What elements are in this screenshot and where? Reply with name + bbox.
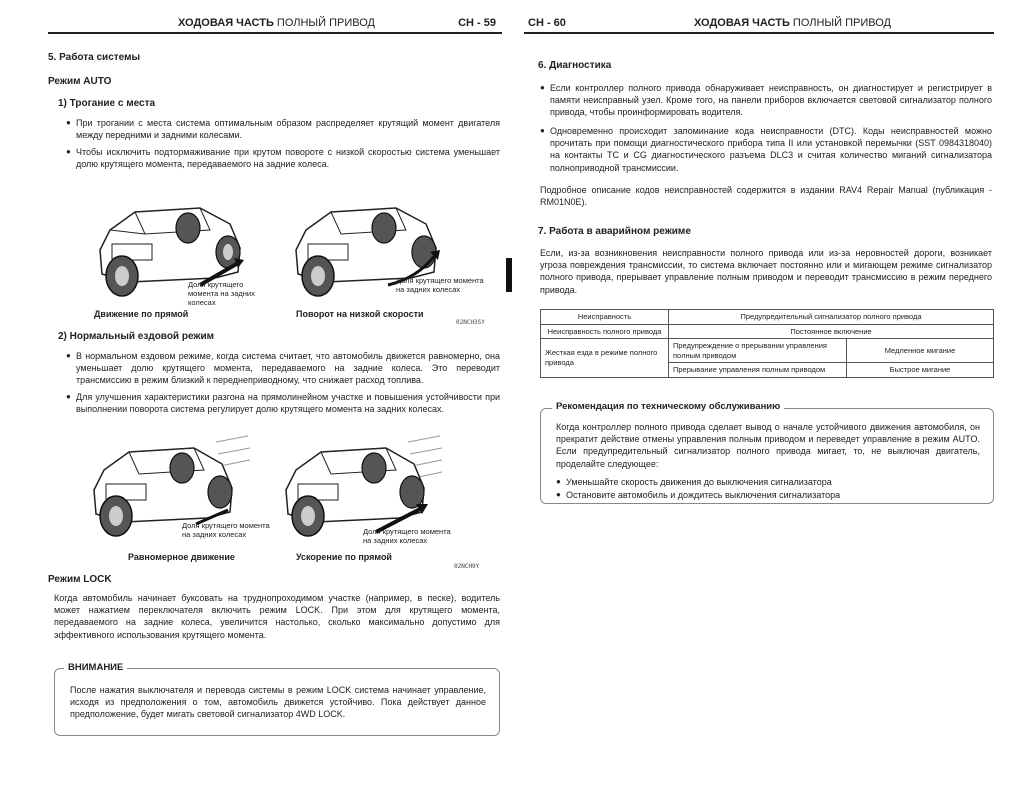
table-row	[541, 310, 994, 325]
paragraph: Если, из-за возникновения неисправности полного привода или из-за неровностей дороги, возникает угроза повреждения трансмиссии, то система включает постоянно или и мигающем режиме сигнализатор полного привода, прерывает управление полным приводом и переводит трансмиссию в режим переднего привода.	[540, 248, 992, 295]
section-title: 6. Диагностика	[538, 60, 612, 71]
page-right	[512, 0, 1024, 790]
section-title: 5. Работа системы	[48, 52, 141, 63]
page-header-left	[48, 14, 502, 34]
table-cell: Постоянное включение	[669, 324, 994, 339]
table-cell: Прерывание управления полным приводом	[669, 363, 847, 378]
table-cell: Неисправность	[541, 310, 669, 325]
table-cell: Быстрое мигание	[847, 363, 994, 378]
subsection-heading: 2) Нормальный ездовой режим	[58, 331, 215, 342]
bullet-item: ● Одновременно происходит запоминание кода неисправности (DTC). Коды неисправностей можно прочитать при помощи диагностического прибора типа II или установкой перемычки (SST 0984318040) на контакты ТС и CG диагностического разъема DLC3 и считая количество миганий сигнализатора полноприводной трансмиссии.	[540, 125, 992, 174]
paragraph: Когда автомобиль начинает буксовать на труднопроходимом участке (например, в песке), водитель может нажатием переключателя включить режим LOCK. При этом для крутящего момента, передаваемого на задние колеса, увеличится настолько, сколько максимально допустимо для эффективного использования крутящего момента.	[54, 593, 500, 640]
table-cell: Предупреждение о прерывании управления полным приводом	[669, 339, 847, 363]
figure-label: Доля крутящего момента на задних колесах	[188, 280, 255, 307]
bullet-item: ● Чтобы исключить подтормаживание при крутом повороте с низкой скоростью система уменьшает долю крутящего момента, передаваемого на задние колеса.	[66, 146, 500, 170]
header-title-normal: ПОЛНЫЙ ПРИВОД	[276, 17, 376, 29]
mode-lock-heading: Режим LOCK	[48, 574, 112, 585]
figure-label: Доля крутящего момента на задних колесах	[182, 521, 270, 539]
bullet-item: ● Для улучшения характеристики разгона на прямолинейном участке и повышения устойчивости при выполнении поворота система регулирует долю крутящего момента на задних колесах.	[66, 391, 500, 415]
page-header-right	[524, 14, 994, 34]
recommendation-title: Рекомендация по техническому обслуживанию	[552, 401, 784, 412]
subsection-heading: 1) Трогание с места	[58, 98, 156, 109]
recommendation-text: Когда контроллер полного привода сделает вывод о начале устойчивого движения автомобиля, он прекратит действие отмены управления полным приводом и переведет управление в режим AUTO. Если предупредительный сигнализатор полного привода мигает, то, не выключая двигатель, проделайте следующее:	[556, 422, 980, 469]
table-cell: Жесткая езда в режиме полного привода	[541, 339, 669, 378]
section-title: 7. Работа в аварийном режиме	[538, 226, 691, 237]
page-number: CH - 59	[458, 17, 496, 29]
warning-title: ВНИМАНИЕ	[64, 662, 127, 673]
bullet-item: ● Уменьшайте скорость движения до выключения сигнализатора	[556, 476, 980, 488]
bullet-item: ● Если контроллер полного привода обнаруживает неисправность, он диагностирует и регистрирует в памяти неисправный узел. Кроме того, на панели приборов включается световой сигнализатор полного привода, чтобы проинформировать водителя.	[540, 82, 992, 119]
header-title	[694, 17, 891, 29]
table-cell: Предупредительный сигнализатор полного привода	[669, 310, 994, 325]
bullet-item: ● В нормальном ездовом режиме, когда система считает, что автомобиль движется равномерно, она уменьшает долю крутящего момента, передаваемого на задние колеса. Это переводит трансмиссию в режим близкий к переднеприводному, что снижает расход топлива.	[66, 350, 500, 387]
figure-label: Доля крутящего момента на задних колесах	[363, 527, 451, 545]
warning-text: После нажатия выключателя и перевода системы в режим LOCK система начинает управление, исходя из предположения о том, автомобиль движется устойчиво. Пока действует данное предположение, будет мигать световой сигнализатор 4WD LOCK.	[70, 685, 486, 720]
header-title-bold: ХОДОВАЯ ЧАСТЬ	[178, 17, 274, 29]
header-title	[178, 17, 375, 29]
diagnostic-table	[540, 309, 994, 378]
page-number: CH - 60	[528, 17, 566, 29]
header-title-bold: ХОДОВАЯ ЧАСТЬ	[694, 17, 790, 29]
figure-label: Доля крутящего момента на задних колесах	[396, 276, 484, 294]
figure-caption: Равномерное движение	[128, 552, 235, 562]
bullet-item: ● Остановите автомобиль и дождитесь выключения сигнализатора	[556, 489, 980, 501]
table-cell: Медленное мигание	[847, 339, 994, 363]
paragraph: Подробное описание кодов неисправностей содержится в издании RAV4 Repair Manual (публикация - RM01N0E).	[540, 185, 992, 208]
table-row	[541, 324, 994, 339]
bullet-item: ● При трогании с места система оптимальным образом распределяет крутящий момент двигателя между передними и задними колесами.	[66, 117, 500, 141]
header-title-normal: ПОЛНЫЙ ПРИВОД	[792, 17, 892, 29]
figure-caption: Ускорение по прямой	[296, 552, 392, 562]
figure-code: 02NCH3SY	[456, 319, 485, 326]
table-row	[541, 339, 994, 363]
figure-caption: Движение по прямой	[94, 309, 189, 319]
mode-auto-heading: Режим AUTO	[48, 76, 112, 87]
table-cell: Неисправность полного привода	[541, 324, 669, 339]
figure-code: 02NCH9Y	[454, 563, 480, 570]
figure-caption: Поворот на низкой скорости	[296, 309, 424, 319]
